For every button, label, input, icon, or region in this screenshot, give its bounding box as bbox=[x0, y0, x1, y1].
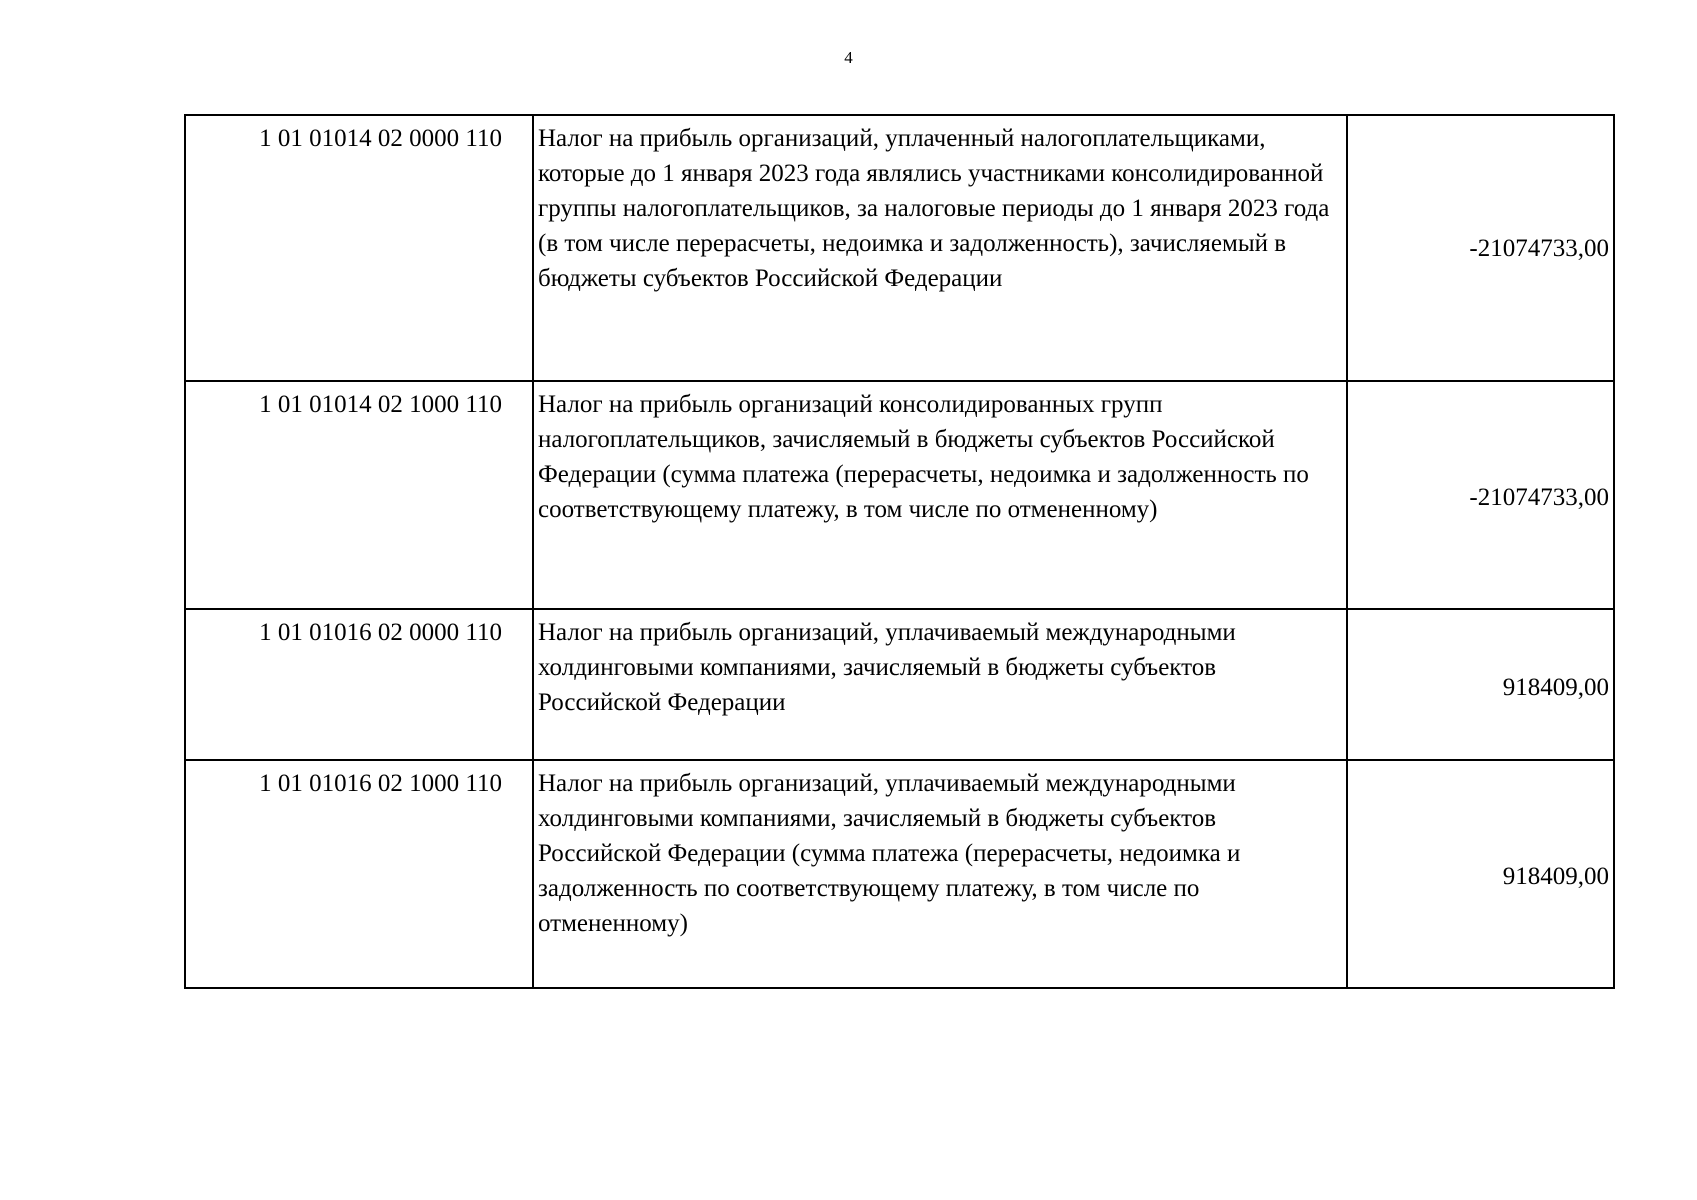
budget-code-cell: 1 01 01014 02 0000 110 bbox=[185, 115, 533, 381]
table-row bbox=[185, 760, 1614, 988]
revenue-table bbox=[184, 114, 1615, 989]
table-row bbox=[185, 115, 1614, 381]
amount-cell: 918409,00 bbox=[1347, 760, 1614, 988]
amount-cell: -21074733,00 bbox=[1347, 115, 1614, 381]
amount-cell: 918409,00 bbox=[1347, 609, 1614, 760]
budget-code-cell: 1 01 01014 02 1000 110 bbox=[185, 381, 533, 609]
description-cell: Налог на прибыль организаций, уплаченный налогоплательщиками, которые до 1 января 2023 года являлись участниками консолидированной группы налогоплательщиков, за налоговые периоды до 1 января 2023 года (в том числе перерасчеты, недоимка и задолженность), зачисляемый в бюджеты субъектов Российской Федерации bbox=[533, 115, 1347, 381]
table-row bbox=[185, 609, 1614, 760]
budget-code-cell: 1 01 01016 02 1000 110 bbox=[185, 760, 533, 988]
amount-cell: -21074733,00 bbox=[1347, 381, 1614, 609]
description-cell: Налог на прибыль организаций, уплачиваемый международными холдинговыми компаниями, зачисляемый в бюджеты субъектов Российской Федерации bbox=[533, 609, 1347, 760]
description-cell: Налог на прибыль организаций, уплачиваемый международными холдинговыми компаниями, зачисляемый в бюджеты субъектов Российской Федерации (сумма платежа (перерасчеты, недоимка и задолженность по соответствующему платежу, в том числе по отмененному) bbox=[533, 760, 1347, 988]
budget-code-cell: 1 01 01016 02 0000 110 bbox=[185, 609, 533, 760]
table-row bbox=[185, 381, 1614, 609]
description-cell: Налог на прибыль организаций консолидированных групп налогоплательщиков, зачисляемый в бюджеты субъектов Российской Федерации (сумма платежа (перерасчеты, недоимка и задолженность по соответствующему платежу, в том числе по отмененному) bbox=[533, 381, 1347, 609]
page-number: 4 bbox=[844, 48, 853, 67]
